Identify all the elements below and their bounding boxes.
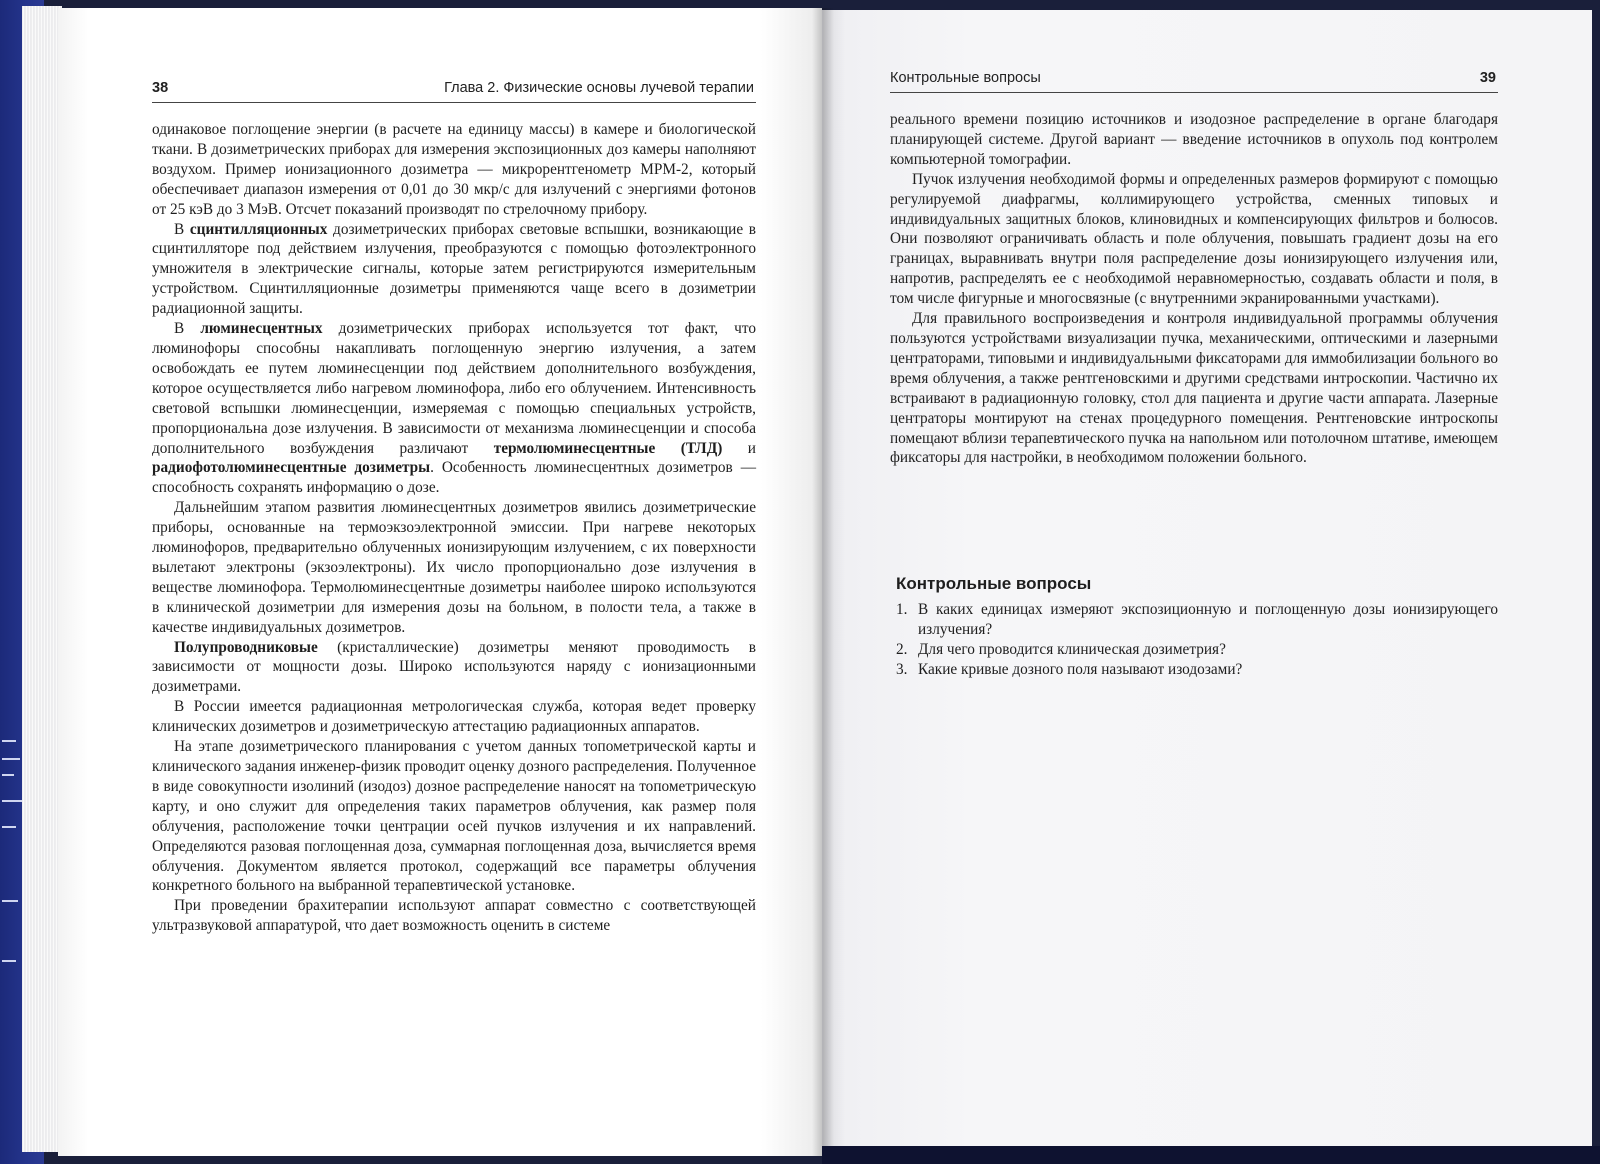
- question-number: 3.: [896, 660, 908, 678]
- text-run: дозиметрических приборах световые вспышки, возникающие в сцинтилляторе под действием излучения, преобразуются с помощью фотоэлектронного умножителя в электрические сигналы, которые затем регистрируются измерительным устройством. Сцинтилляционные дозиметры применяются чаще всего в дозиметрии радиационной защиты.: [152, 220, 756, 318]
- right-body-text: [890, 110, 1498, 468]
- text-run: . Особенность люминесцентных дозиметров — способность сохранять информацию о дозе.: [152, 459, 756, 497]
- question-item: [896, 640, 1498, 660]
- page-number-right: 39: [1479, 70, 1496, 86]
- text-run: Пучок излучения необходимой формы и определенных размеров формируют с помощью регулируемой диафрагмы, коллимирующего устройства, сменных типовых и индивидуальных защитных блоков, клиновидных и компенсирующих фильтров и болюсов. Они позволяют ограничивать область и поле облучения, повышать градиент дозы на его границах, выравнивать внутри поля распределение дозы ионизирующего излучения или, напротив, распределять ее с необходимой неравномерностью, создавать области и поля, в том числе фигурные и многосвязные (с внутренними экранированными участками).: [890, 170, 1498, 308]
- paragraph: [152, 498, 756, 637]
- bottom-edge: [822, 1146, 1600, 1164]
- bold-term: люминесцентных: [200, 320, 323, 338]
- questions-heading: Контрольные вопросы: [896, 574, 1092, 593]
- paragraph: [890, 309, 1498, 468]
- question-item: [896, 660, 1498, 680]
- paragraph: [152, 697, 756, 737]
- page-stack: [22, 6, 62, 1152]
- section-title: Контрольные вопросы: [890, 70, 1041, 86]
- paragraph: [152, 638, 756, 698]
- chapter-title: Глава 2. Физические основы лучевой терапии: [444, 80, 754, 96]
- text-run: При проведении брахитерапии используют аппарат совместно с соответствующей ультразвуковой аппаратурой, что дает возможность оценить в системе: [152, 897, 756, 935]
- paragraph: [152, 737, 756, 896]
- text-run: одинаковое поглощение энергии (в расчете на единицу массы) в камере и биологической ткани. В дозиметрических приборах для измерения экспозиционных доз камеры наполняют воздухом. Пример ионизационного дозиметра — микрорентгенометр МРМ-2, который обеспечивает диапазон измерения от 0,01 до 30 мкр/с для излучений с энергиями фотонов от 25 кэВ до 3 МэВ. Отсчет показаний производят по стрелочному прибору.: [152, 121, 756, 218]
- book-gutter: [812, 8, 834, 1156]
- left-body-text: [152, 120, 756, 936]
- question-number: 1.: [896, 601, 908, 618]
- question-text: Для чего проводится клиническая дозиметрия?: [918, 640, 1226, 658]
- text-run: реального времени позицию источников и изодозное распределение в органе благодаря планирующей системе. Другой вариант — введение источников в опухоль под контролем компьютерной томографии.: [890, 111, 1498, 168]
- paragraph: [890, 110, 1498, 170]
- question-item: [896, 600, 1498, 640]
- text-run: В России имеется радиационная метрологическая служба, которая ведет проверку клинических дозиметров и дозиметрическую аттестацию радиационных аппаратов.: [152, 698, 756, 736]
- paragraph: [152, 120, 756, 220]
- text-run: Дальнейшим этапом развития люминесцентных дозиметров явились дозиметрические приборы, основанные на термоэкзоэлектронной эмиссии. При нагреве некоторых люминофоров, предварительно облученных ионизирующим излучением, с их поверхности вылетают электроны (экзоэлектроны). Их число пропорционально дозе излучения в веществе люминофора. Термолюминесцентные дозиметры наиболее широко используются в клинической дозиметрии для измерения дозы на больном, в полости тела, а также в качестве индивидуальных дозиметров.: [152, 499, 756, 636]
- page-number-left: 38: [152, 80, 169, 96]
- text-run: На этапе дозиметрического планирования с учетом данных топометрической карты и клинического задания инженер-физик проводит оценку дозного распределения. Полученное в виде совокупности изолиний (изодоз) дозное распределение наносят на топометрическую карту, и оно служит для определения таких параметров облучения, как размер поля облучения, расположение точки центрации осей пучков излучения и их направлений. Определяются разовая поглощенная доза, суммарная поглощенная доза, вычисляется время облучения. Документом является протокол, содержащий все параметры облучения конкретного больного на выбранной терапевтической установке.: [152, 738, 756, 895]
- left-running-head: [152, 80, 756, 103]
- text-run: дозиметрических приборах используется тот факт, что люминофоры способны накапливать поглощенную энергию излучения, а затем освобождать ее путем люминесценции под действием дополнительного возбуждения, которое осуществляется либо нагревом люминофора, либо его облучением. Интенсивность световой вспышки люминесценции, измеряемая с помощью специальных устройств, пропорциональна дозе излучения. В зависимости от механизма люминесценции и способа дополнительного возбуждения различают: [152, 320, 757, 457]
- text-run: В: [174, 320, 201, 338]
- questions-list: [896, 600, 1498, 680]
- bold-term: термолюминесцентные (ТЛД): [493, 439, 723, 457]
- paragraph: [890, 170, 1498, 309]
- bold-term: Полупроводниковые: [174, 638, 318, 656]
- text-run: Для правильного воспроизведения и контроля индивидуальной программы облучения пользуются устройствами визуализации пучка, механическими, оптическими и лазерными центраторами, типовыми и индивидуальными фиксаторами для иммобилизации больного во время облучения, а также рентгеновскими и другими средствами интроскопии. Частично их встраивают в радиационную головку, стол для пациента и другие части аппарата. Лазерные центраторы монтируют на стенах процедурного помещения. Рентгеновские интроскопы помещают вблизи терапевтического пучка на напольном или потолочном штативе, имеющем фиксаторы для настройки, в необходимом положении больного.: [890, 310, 1498, 467]
- question-number: 2.: [896, 640, 908, 658]
- question-text: Какие кривые дозного поля называют изодозами?: [918, 660, 1243, 678]
- text-run: (кристаллические) дозиметры меняют проводимость в зависимости от мощности дозы. Широко используются наряду с ионизационными дозиметрами.: [152, 638, 756, 696]
- edge-tab-marks: [0, 740, 26, 1000]
- bold-term: радиофотолюминесцентные дозиметры: [152, 459, 431, 477]
- question-text: В каких единицах измеряют экспозиционную и поглощенную дозы ионизирующего излучения?: [918, 601, 1498, 638]
- paragraph: [152, 319, 756, 498]
- bold-term: сцинтилляционных: [189, 220, 328, 238]
- text-run: В: [174, 220, 190, 238]
- right-running-head: [890, 70, 1498, 93]
- paragraph: [152, 220, 756, 320]
- text-run: и: [722, 439, 756, 457]
- paragraph: [152, 896, 756, 936]
